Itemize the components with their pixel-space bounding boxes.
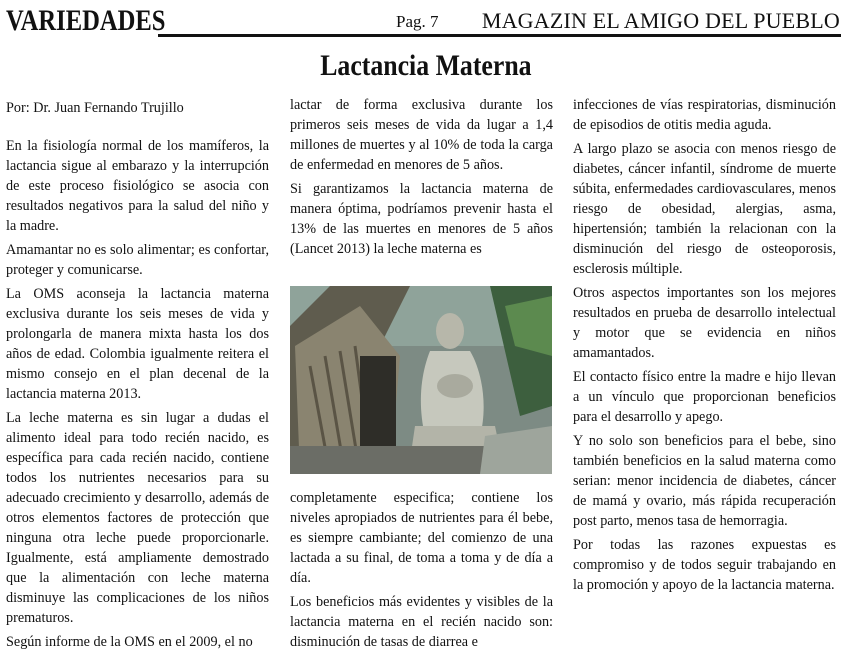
col3-paragraph: infecciones de vías respiratorias, disminución de episodios de otitis media aguda.	[573, 97, 836, 133]
col1-paragraph: Según informe de la OMS en el 2009, el no	[6, 634, 253, 650]
mother-and-child-statue-photo-icon	[290, 286, 552, 474]
col3-paragraph: Y no solo son beneficios para el bebe, sino también beneficios en la salud materna como serian: menor incidencia de diabetes, cáncer de mamá y ovario, más rápida recuperación post parto, menos tasa de hemorragia.	[573, 433, 836, 529]
col2-paragraph: Si garantizamos la lactancia materna de manera óptima, podríamos prevenir hasta el 13% de las muertes en menores de 5 años (Lancet 2013) la leche materna es	[290, 181, 553, 257]
page-number: Pag. 7	[396, 12, 439, 31]
section-name: VARIEDADES	[6, 4, 166, 37]
col3-paragraph: Por todas las razones expuestas es compromiso y de todos seguir trabajando en la promoción y apoyo de la lactancia materna.	[573, 537, 836, 593]
header-rule	[158, 34, 841, 37]
col3-paragraph: A largo plazo se asocia con menos riesgo de diabetes, cáncer infantil, síndrome de muerte súbita, enfermedades cardiovasculares, menos riesgo de obesidad, alergias, asma, hipertensión; también la relacionan con la disminución del riesgo de osteoporosis, esclerosis múltiple.	[573, 141, 836, 277]
col1-paragraph: En la fisiología normal de los mamíferos, la lactancia sigue al embarazo y la interrupción de este proceso fisiológico se asocia con resultados negativos para la salud del niño y la madre.	[6, 138, 269, 234]
column-2-bottom	[290, 488, 553, 656]
col3-paragraph: El contacto físico entre la madre e hijo llevan a un vínculo que proporcionan beneficios para el desarrollo y apego.	[573, 369, 836, 425]
col1-paragraph: La leche materna es sin lugar a dudas el alimento ideal para todo recién nacido, es específica para cada recién nacido, contiene todos los nutrientes necesarios para su adecuado crecimiento y desarrollo, además de otros elementos factores de protección que ninguna otra leche puede proporcionarle. Igualmente, está ampliamente demostrado que la alimentación con leche materna disminuye las complicaciones de los niños prematuros.	[6, 410, 269, 626]
article-photo	[290, 286, 552, 474]
column-3	[573, 95, 836, 599]
col1-paragraph: La OMS aconseja la lactancia materna exclusiva durante los seis meses de vida y prolongarla de manera mixta hasta los dos años de edad. Colombia igualmente reitera el mismo consejo en el plan decenal de la lactancia materna 2013.	[6, 286, 269, 402]
byline: Por: Dr. Juan Fernando Trujillo	[6, 100, 184, 116]
col2-paragraph: completamente especifica; contiene los niveles apropiados de nutrientes para él bebe, es siempre cambiante; del comienzo de una lactada a su final, de toma a toma y de día a día.	[290, 490, 553, 586]
col2-paragraph: lactar de forma exclusiva durante los primeros seis meses de vida da lugar a 1,4 millones de muertes y al 10% de toda la carga de enfermedad en menores de 5 años.	[290, 97, 553, 173]
col2-paragraph: Los beneficios más evidentes y visibles de la lactancia materna en el recién nacido son: disminución de tasas de diarrea e	[290, 594, 553, 650]
article-title	[0, 51, 852, 81]
column-2-top	[290, 95, 553, 263]
article-title-text: Lactancia Materna	[320, 49, 532, 82]
col3-paragraph: Otros aspectos importantes son los mejores resultados en prueba de desarrollo intelectual y motor que se evidencia en niños amamantados.	[573, 285, 836, 361]
col1-paragraph: Amamantar no es solo alimentar; es confortar, proteger y comunicarse.	[6, 242, 269, 278]
column-1	[6, 98, 269, 656]
magazine-name: MAGAZIN EL AMIGO DEL PUEBLO	[481, 8, 840, 33]
